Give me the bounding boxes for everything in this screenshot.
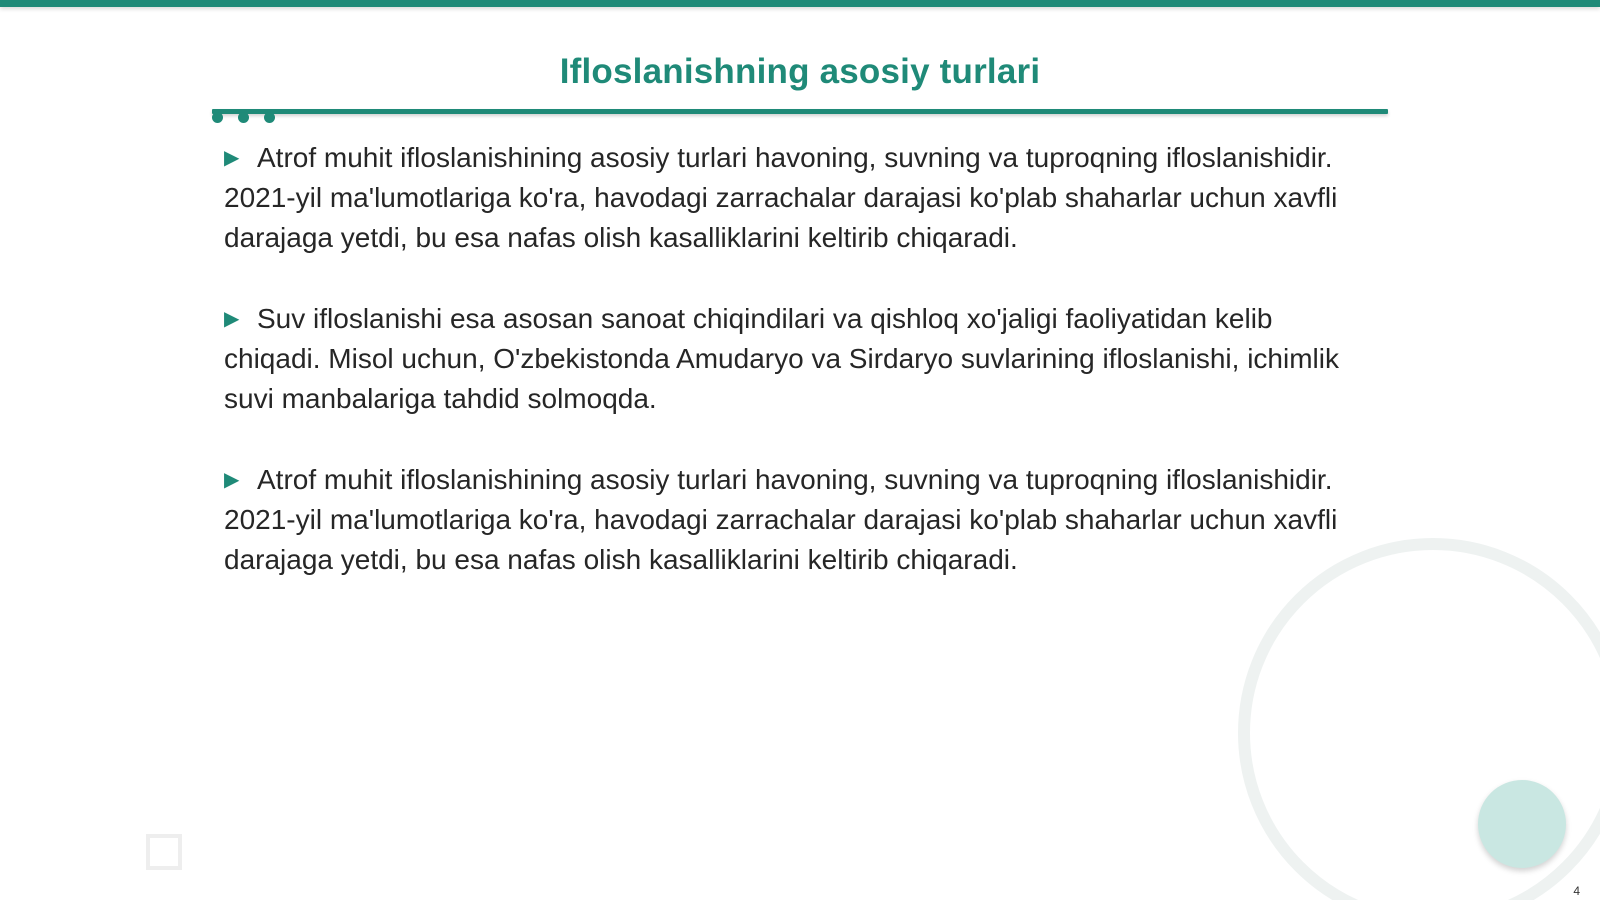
- top-accent-bar: [0, 0, 1600, 7]
- underline-dot: [264, 112, 275, 123]
- underline-dot: [238, 112, 249, 123]
- slide-title: Ifloslanishning asosiy turlari: [559, 52, 1041, 91]
- triangle-right-icon: ▶: [224, 469, 240, 491]
- bullet-item: [224, 299, 1374, 419]
- triangle-right-icon: ▶: [224, 308, 240, 330]
- bullet-list: [224, 138, 1374, 621]
- bullet-item: [224, 460, 1374, 580]
- decorative-circle: [1478, 780, 1566, 868]
- triangle-right-icon: ▶: [224, 147, 240, 169]
- underline-dot: [212, 112, 223, 123]
- decorative-square: [146, 834, 182, 870]
- page-number: 4: [1573, 884, 1580, 898]
- bullet-text: Suv ifloslanishi esa asosan sanoat chiqindilari va qishloq xo'jaligi faoliyatidan kelib chiqadi. Misol uchun, O'zbekistonda Amudaryo va Sirdaryo suvlarining ifloslanishi, ichimlik suvi manbalariga tahdid solmoqda.: [224, 303, 1339, 414]
- bullet-text: Atrof muhit ifloslanishining asosiy turlari havoning, suvning va tuproqning ifloslanishidir. 2021-yil ma'lumotlariga ko'ra, havodagi zarrachalar darajasi ko'plab shaharlar uchun xavfli darajaga yetdi, bu esa nafas olish kasalliklarini keltirib chiqaradi.: [224, 142, 1338, 253]
- title-underline: [212, 109, 1388, 114]
- bullet-item: [224, 138, 1374, 258]
- bullet-text: Atrof muhit ifloslanishining asosiy turlari havoning, suvning va tuproqning ifloslanishidir. 2021-yil ma'lumotlariga ko'ra, havodagi zarrachalar darajasi ko'plab shaharlar uchun xavfli darajaga yetdi, bu esa nafas olish kasalliklarini keltirib chiqaradi.: [224, 464, 1338, 575]
